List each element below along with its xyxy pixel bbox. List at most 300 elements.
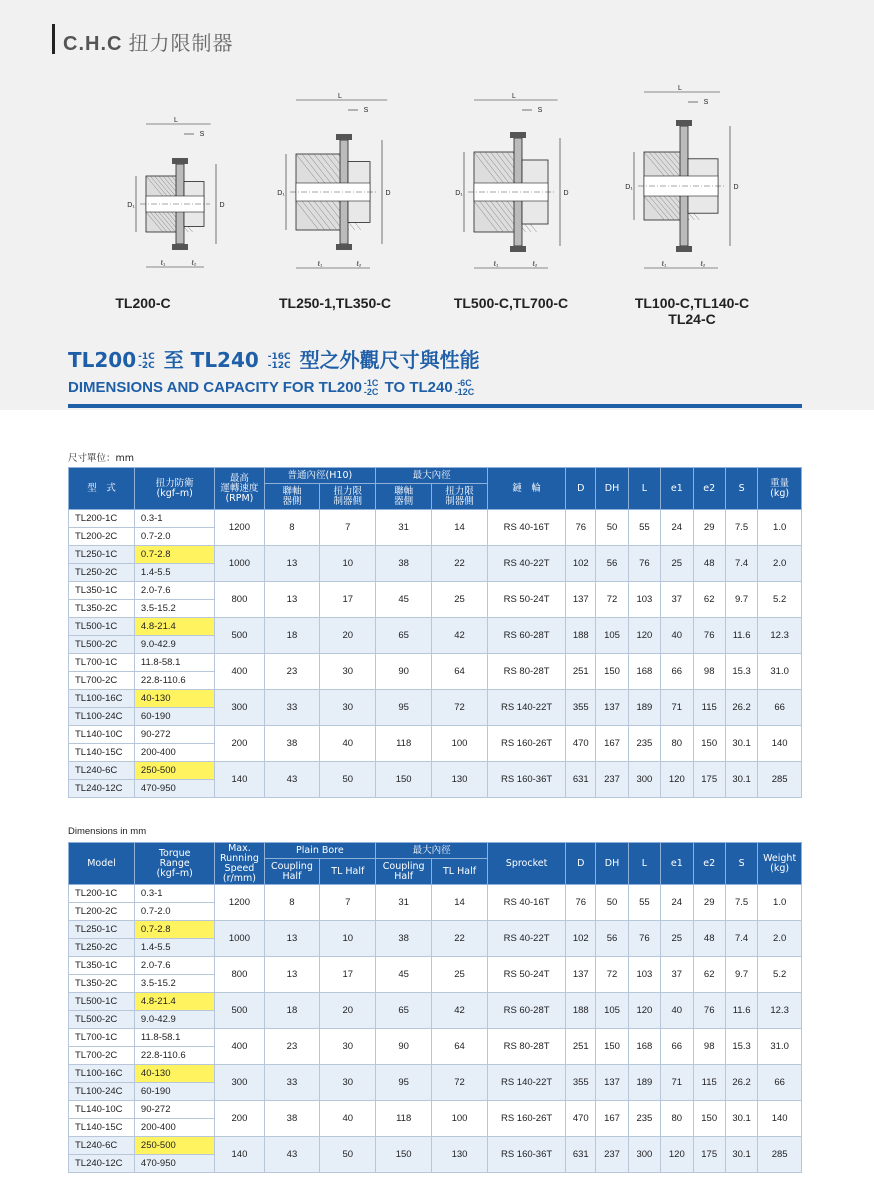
col-weight: Weight (kg) — [758, 843, 802, 885]
dim-label-l: L — [512, 93, 516, 100]
cell-speed: 1200 — [215, 885, 264, 921]
cell-torque: 4.8-21.4 — [134, 993, 214, 1011]
cell-s: 9.7 — [725, 957, 757, 993]
cell-model: TL140-15C — [69, 1119, 135, 1137]
table-row — [69, 1101, 802, 1119]
col-l: L — [628, 468, 660, 510]
cell-speed: 500 — [215, 618, 264, 654]
diagram-label: TL100-C,TL140-C — [634, 295, 750, 311]
cell-torque: 0.7-2.8 — [134, 921, 214, 939]
cell-dh: 50 — [596, 885, 628, 921]
table-row — [69, 510, 802, 528]
cell-e2: 62 — [693, 957, 725, 993]
dim-label-d: D — [733, 184, 739, 191]
cell-mb-t: 64 — [432, 1029, 488, 1065]
cell-pb-t: 50 — [320, 1137, 376, 1173]
bolt-head — [676, 120, 692, 126]
cell-speed: 400 — [215, 1029, 264, 1065]
cell-sprocket: RS 50-24T — [487, 957, 565, 993]
col-plain-bore: 普通內徑(H10) — [264, 468, 376, 484]
cell-d: 137 — [566, 957, 596, 993]
cell-sprocket: RS 80-28T — [487, 1029, 565, 1065]
cell-l: 76 — [628, 546, 660, 582]
cell-sprocket: RS 60-28T — [487, 993, 565, 1029]
dim-label-d1: D₁ — [127, 202, 135, 209]
cell-torque: 60-190 — [134, 1083, 214, 1101]
cell-speed: 300 — [215, 690, 264, 726]
cell-model: TL200-1C — [69, 510, 135, 528]
cell-sprocket: RS 140-22T — [487, 690, 565, 726]
table-row — [69, 921, 802, 939]
cell-dh: 167 — [596, 1101, 628, 1137]
cell-model: TL500-1C — [69, 618, 135, 636]
dim-label-d1: D₁ — [277, 190, 285, 197]
col-tl-half: 扭力限 制器側 — [320, 484, 376, 510]
cell-mb-c: 150 — [376, 1137, 432, 1173]
cell-d: 76 — [566, 885, 596, 921]
cell-l: 300 — [628, 762, 660, 798]
cell-e2: 76 — [693, 993, 725, 1029]
cell-model: TL200-2C — [69, 903, 135, 921]
cell-sprocket: RS 140-22T — [487, 1065, 565, 1101]
cell-sprocket: RS 160-36T — [487, 1137, 565, 1173]
cell-dh: 56 — [596, 921, 628, 957]
cell-model: TL250-2C — [69, 564, 135, 582]
cell-e2: 115 — [693, 690, 725, 726]
cell-pb-c: 33 — [264, 1065, 320, 1101]
cell-dh: 72 — [596, 957, 628, 993]
cell-sprocket: RS 160-36T — [487, 762, 565, 798]
cell-pb-t: 30 — [320, 1065, 376, 1101]
cell-weight: 2.0 — [758, 546, 802, 582]
cell-torque: 60-190 — [134, 708, 214, 726]
unit-note-cn: 尺寸單位：mm — [68, 453, 135, 464]
cell-mb-c: 45 — [376, 957, 432, 993]
cell-dh: 105 — [596, 993, 628, 1029]
cell-model: TL200-2C — [69, 528, 135, 546]
cell-s: 7.4 — [725, 921, 757, 957]
cell-e2: 115 — [693, 1065, 725, 1101]
cell-mb-c: 90 — [376, 654, 432, 690]
col-d: D — [566, 843, 596, 885]
cell-torque: 90-272 — [134, 726, 214, 744]
cell-mb-t: 64 — [432, 654, 488, 690]
table-row — [69, 546, 802, 564]
cell-e1: 80 — [661, 1101, 693, 1137]
cell-torque: 2.0-7.6 — [134, 582, 214, 600]
cell-pb-c: 23 — [264, 1029, 320, 1065]
diagram-tl200-c — [118, 112, 228, 277]
cell-model: TL240-6C — [69, 1137, 135, 1155]
bolt-head — [172, 244, 188, 250]
cell-weight: 31.0 — [758, 654, 802, 690]
cell-pb-t: 50 — [320, 762, 376, 798]
table-row — [69, 993, 802, 1011]
cell-model: TL240-12C — [69, 780, 135, 798]
cell-pb-t: 20 — [320, 618, 376, 654]
cell-sprocket: RS 40-16T — [487, 510, 565, 546]
cell-mb-c: 118 — [376, 1101, 432, 1137]
cell-e1: 24 — [661, 885, 693, 921]
table-row — [69, 762, 802, 780]
cell-torque: 0.7-2.0 — [134, 528, 214, 546]
cell-torque: 0.3-1 — [134, 885, 214, 903]
cell-dh: 72 — [596, 582, 628, 618]
table-row — [69, 690, 802, 708]
dim-label-s: S — [703, 99, 709, 106]
cell-weight: 12.3 — [758, 618, 802, 654]
cell-dh: 167 — [596, 726, 628, 762]
cell-torque: 470-950 — [134, 780, 214, 798]
cell-pb-t: 7 — [320, 510, 376, 546]
cell-d: 631 — [566, 762, 596, 798]
cell-torque: 4.8-21.4 — [134, 618, 214, 636]
dim-label-d1: D₁ — [455, 190, 463, 197]
cell-s: 15.3 — [725, 654, 757, 690]
cell-d: 470 — [566, 1101, 596, 1137]
cell-speed: 500 — [215, 993, 264, 1029]
bolt-head — [172, 158, 188, 164]
cell-e2: 62 — [693, 582, 725, 618]
dim-label-e1: ℓ₁ — [317, 261, 323, 268]
cell-s: 7.4 — [725, 546, 757, 582]
col-dh: DH — [596, 843, 628, 885]
spec-table-en — [68, 842, 802, 1173]
table-row — [69, 885, 802, 903]
col-dh: DH — [596, 468, 628, 510]
dim-label-e2: ℓ₂ — [356, 261, 362, 268]
cell-pb-c: 38 — [264, 1101, 320, 1137]
cell-model: TL700-1C — [69, 654, 135, 672]
section-title-cn: TL200 -1C -2C 至 TL240 -16C -12C 型之外觀尺寸與性能 — [68, 348, 480, 372]
table-row — [69, 654, 802, 672]
cell-dh: 137 — [596, 1065, 628, 1101]
cell-e2: 76 — [693, 618, 725, 654]
cell-d: 251 — [566, 654, 596, 690]
dim-label-l: L — [338, 93, 342, 100]
cell-e1: 66 — [661, 1029, 693, 1065]
cell-weight: 285 — [758, 1137, 802, 1173]
cell-model: TL140-10C — [69, 1101, 135, 1119]
table-row — [69, 1137, 802, 1155]
cell-model: TL100-16C — [69, 690, 135, 708]
cell-pb-c: 18 — [264, 618, 320, 654]
cell-model: TL250-1C — [69, 546, 135, 564]
cell-torque: 11.8-58.1 — [134, 654, 214, 672]
cell-torque: 470-950 — [134, 1155, 214, 1173]
cell-mb-c: 95 — [376, 1065, 432, 1101]
cell-speed: 140 — [215, 1137, 264, 1173]
cell-e2: 29 — [693, 510, 725, 546]
cell-e2: 98 — [693, 1029, 725, 1065]
cell-pb-t: 17 — [320, 582, 376, 618]
col-model: 型 式 — [69, 468, 135, 510]
cell-l: 235 — [628, 726, 660, 762]
cell-sprocket: RS 50-24T — [487, 582, 565, 618]
col-e2: e2 — [693, 468, 725, 510]
cell-model: TL500-2C — [69, 1011, 135, 1029]
cell-torque: 22.8-110.6 — [134, 1047, 214, 1065]
cell-mb-c: 45 — [376, 582, 432, 618]
dim-label-s: S — [199, 131, 205, 138]
cell-s: 9.7 — [725, 582, 757, 618]
cell-sprocket: RS 40-22T — [487, 546, 565, 582]
cell-mb-t: 100 — [432, 726, 488, 762]
cell-pb-c: 33 — [264, 690, 320, 726]
unit-note-en: Dimensions in mm — [68, 826, 147, 837]
col-s: S — [725, 468, 757, 510]
col-l: L — [628, 843, 660, 885]
cell-e1: 71 — [661, 690, 693, 726]
cell-mb-c: 150 — [376, 762, 432, 798]
cell-mb-t: 14 — [432, 885, 488, 921]
cell-mb-t: 42 — [432, 618, 488, 654]
cell-speed: 140 — [215, 762, 264, 798]
cell-dh: 237 — [596, 762, 628, 798]
bolt-head — [676, 246, 692, 252]
cell-e1: 80 — [661, 726, 693, 762]
cell-torque: 40-130 — [134, 690, 214, 708]
cell-model: TL700-2C — [69, 672, 135, 690]
cell-model: TL700-2C — [69, 1047, 135, 1065]
col-speed: Max. Running Speed (r/mm) — [215, 843, 264, 885]
cell-mb-t: 130 — [432, 762, 488, 798]
cell-torque: 1.4-5.5 — [134, 939, 214, 957]
cell-e2: 150 — [693, 1101, 725, 1137]
cell-pb-t: 30 — [320, 690, 376, 726]
diagram-label: TL200-C — [115, 295, 171, 311]
cell-dh: 150 — [596, 654, 628, 690]
cell-weight: 66 — [758, 1065, 802, 1101]
cell-d: 102 — [566, 921, 596, 957]
col-speed: 最高 運轉速度 (RPM) — [215, 468, 264, 510]
cell-l: 189 — [628, 690, 660, 726]
cell-e2: 48 — [693, 921, 725, 957]
cell-torque: 200-400 — [134, 744, 214, 762]
cell-l: 300 — [628, 1137, 660, 1173]
cell-dh: 105 — [596, 618, 628, 654]
cell-mb-t: 25 — [432, 957, 488, 993]
dim-label-e1: ℓ₁ — [661, 261, 667, 268]
cell-e1: 120 — [661, 762, 693, 798]
cell-model: TL100-24C — [69, 1083, 135, 1101]
col-max-bore: 最大內徑 — [376, 843, 488, 859]
cell-speed: 800 — [215, 582, 264, 618]
cell-pb-c: 23 — [264, 654, 320, 690]
cell-mb-c: 95 — [376, 690, 432, 726]
cell-d: 355 — [566, 690, 596, 726]
section-title-en: DIMENSIONS AND CAPACITY FOR TL200 -1C -2C TO TL240 -6C -12C — [68, 378, 475, 398]
cell-torque: 250-500 — [134, 762, 214, 780]
cell-pb-t: 40 — [320, 726, 376, 762]
col-s: S — [725, 843, 757, 885]
cell-mb-t: 14 — [432, 510, 488, 546]
cell-mb-t: 25 — [432, 582, 488, 618]
cell-l: 55 — [628, 885, 660, 921]
cell-s: 11.6 — [725, 618, 757, 654]
cell-pb-c: 13 — [264, 921, 320, 957]
cell-sprocket: RS 80-28T — [487, 654, 565, 690]
cell-model: TL350-2C — [69, 975, 135, 993]
cell-model: TL350-1C — [69, 957, 135, 975]
cell-pb-c: 8 — [264, 885, 320, 921]
cell-weight: 1.0 — [758, 885, 802, 921]
cell-l: 120 — [628, 618, 660, 654]
cell-model: TL240-6C — [69, 762, 135, 780]
cell-torque: 22.8-110.6 — [134, 672, 214, 690]
cell-mb-c: 38 — [376, 921, 432, 957]
cell-model: TL140-15C — [69, 744, 135, 762]
table-row — [69, 618, 802, 636]
cell-dh: 56 — [596, 546, 628, 582]
cell-d: 188 — [566, 618, 596, 654]
cell-speed: 200 — [215, 1101, 264, 1137]
cell-mb-t: 22 — [432, 921, 488, 957]
col-tl-half: 扭力限 制器側 — [432, 484, 488, 510]
cell-s: 7.5 — [725, 885, 757, 921]
col-coupling-half: 聯軸 器側 — [376, 484, 432, 510]
cell-pb-c: 43 — [264, 762, 320, 798]
col-coupling-half: Coupling Half — [376, 859, 432, 885]
dim-label-e2: ℓ₂ — [532, 261, 538, 268]
cell-dh: 50 — [596, 510, 628, 546]
cell-l: 168 — [628, 1029, 660, 1065]
col-coupling-half: 聯軸 器側 — [264, 484, 320, 510]
col-torque: Torque Range (kgf–m) — [134, 843, 214, 885]
cell-model: TL500-2C — [69, 636, 135, 654]
col-tl-half: TL Half — [320, 859, 376, 885]
cell-model: TL250-2C — [69, 939, 135, 957]
cell-d: 188 — [566, 993, 596, 1029]
dim-label-s: S — [363, 107, 369, 114]
cell-torque: 1.4-5.5 — [134, 564, 214, 582]
cell-speed: 1000 — [215, 921, 264, 957]
table-row — [69, 957, 802, 975]
cell-s: 7.5 — [725, 510, 757, 546]
cell-mb-t: 22 — [432, 546, 488, 582]
col-plain-bore: Plain Bore — [264, 843, 376, 859]
cell-pb-c: 13 — [264, 957, 320, 993]
cell-e1: 25 — [661, 921, 693, 957]
cell-pb-t: 7 — [320, 885, 376, 921]
col-e1: e1 — [661, 843, 693, 885]
cell-model: TL100-16C — [69, 1065, 135, 1083]
col-torque: 扭力防衛 (kgf–m) — [134, 468, 214, 510]
dim-label-s: S — [537, 107, 543, 114]
cell-pb-t: 10 — [320, 546, 376, 582]
cell-l: 120 — [628, 993, 660, 1029]
cell-pb-t: 10 — [320, 921, 376, 957]
cell-d: 355 — [566, 1065, 596, 1101]
cell-mb-c: 31 — [376, 885, 432, 921]
cell-weight: 12.3 — [758, 993, 802, 1029]
cell-e2: 29 — [693, 885, 725, 921]
cell-pb-c: 13 — [264, 582, 320, 618]
cell-l: 189 — [628, 1065, 660, 1101]
cell-weight: 2.0 — [758, 921, 802, 957]
cell-s: 26.2 — [725, 690, 757, 726]
cell-s: 30.1 — [725, 1137, 757, 1173]
cell-torque: 3.5-15.2 — [134, 600, 214, 618]
cell-l: 168 — [628, 654, 660, 690]
table-row — [69, 726, 802, 744]
diagram-label: TL24-C — [668, 311, 716, 327]
cell-pb-c: 18 — [264, 993, 320, 1029]
cell-e2: 48 — [693, 546, 725, 582]
cell-mb-t: 72 — [432, 1065, 488, 1101]
dim-label-e2: ℓ₂ — [191, 260, 197, 267]
cell-pb-t: 20 — [320, 993, 376, 1029]
cell-weight: 285 — [758, 762, 802, 798]
cell-mb-c: 90 — [376, 1029, 432, 1065]
cell-weight: 66 — [758, 690, 802, 726]
cell-model: TL250-1C — [69, 921, 135, 939]
col-sprocket: 鏈 輪 — [487, 468, 565, 510]
cell-s: 15.3 — [725, 1029, 757, 1065]
cell-e1: 40 — [661, 618, 693, 654]
col-tl-half: TL Half — [432, 859, 488, 885]
cell-d: 102 — [566, 546, 596, 582]
dim-label-l: L — [678, 85, 682, 92]
cell-e1: 66 — [661, 654, 693, 690]
cell-torque: 0.7-2.0 — [134, 903, 214, 921]
cell-mb-c: 118 — [376, 726, 432, 762]
cell-e1: 24 — [661, 510, 693, 546]
cell-l: 103 — [628, 957, 660, 993]
cell-d: 631 — [566, 1137, 596, 1173]
cell-e1: 71 — [661, 1065, 693, 1101]
bolt-head — [336, 134, 352, 140]
cell-weight: 140 — [758, 726, 802, 762]
diagram-label: TL500-C,TL700-C — [453, 295, 569, 311]
cell-model: TL240-12C — [69, 1155, 135, 1173]
cell-mb-t: 42 — [432, 993, 488, 1029]
cell-sprocket: RS 160-26T — [487, 1101, 565, 1137]
cell-sprocket: RS 40-22T — [487, 921, 565, 957]
cell-torque: 90-272 — [134, 1101, 214, 1119]
cell-weight: 31.0 — [758, 1029, 802, 1065]
cell-s: 11.6 — [725, 993, 757, 1029]
cell-d: 470 — [566, 726, 596, 762]
bolt-head — [510, 132, 526, 138]
cell-mb-c: 38 — [376, 546, 432, 582]
cell-pb-c: 8 — [264, 510, 320, 546]
bolt-head — [510, 246, 526, 252]
cell-weight: 1.0 — [758, 510, 802, 546]
cell-mb-c: 65 — [376, 993, 432, 1029]
spec-table-cn — [68, 467, 802, 798]
cell-l: 55 — [628, 510, 660, 546]
dim-label-e2: ℓ₂ — [700, 261, 706, 268]
dim-label-d: D — [385, 190, 391, 197]
cell-e1: 37 — [661, 582, 693, 618]
cell-pb-t: 30 — [320, 1029, 376, 1065]
cell-mb-c: 31 — [376, 510, 432, 546]
dim-label-e1: ℓ₁ — [493, 261, 499, 268]
cell-l: 103 — [628, 582, 660, 618]
diagram-label: TL250-1,TL350-C — [278, 295, 392, 311]
col-e2: e2 — [693, 843, 725, 885]
cell-model: TL100-24C — [69, 708, 135, 726]
cell-mb-t: 100 — [432, 1101, 488, 1137]
cell-pb-c: 43 — [264, 1137, 320, 1173]
cell-torque: 40-130 — [134, 1065, 214, 1083]
cell-model: TL500-1C — [69, 993, 135, 1011]
dim-label-l: L — [174, 117, 178, 124]
cell-torque: 3.5-15.2 — [134, 975, 214, 993]
diagram-tl500-tl700 — [455, 92, 575, 277]
cell-l: 76 — [628, 921, 660, 957]
